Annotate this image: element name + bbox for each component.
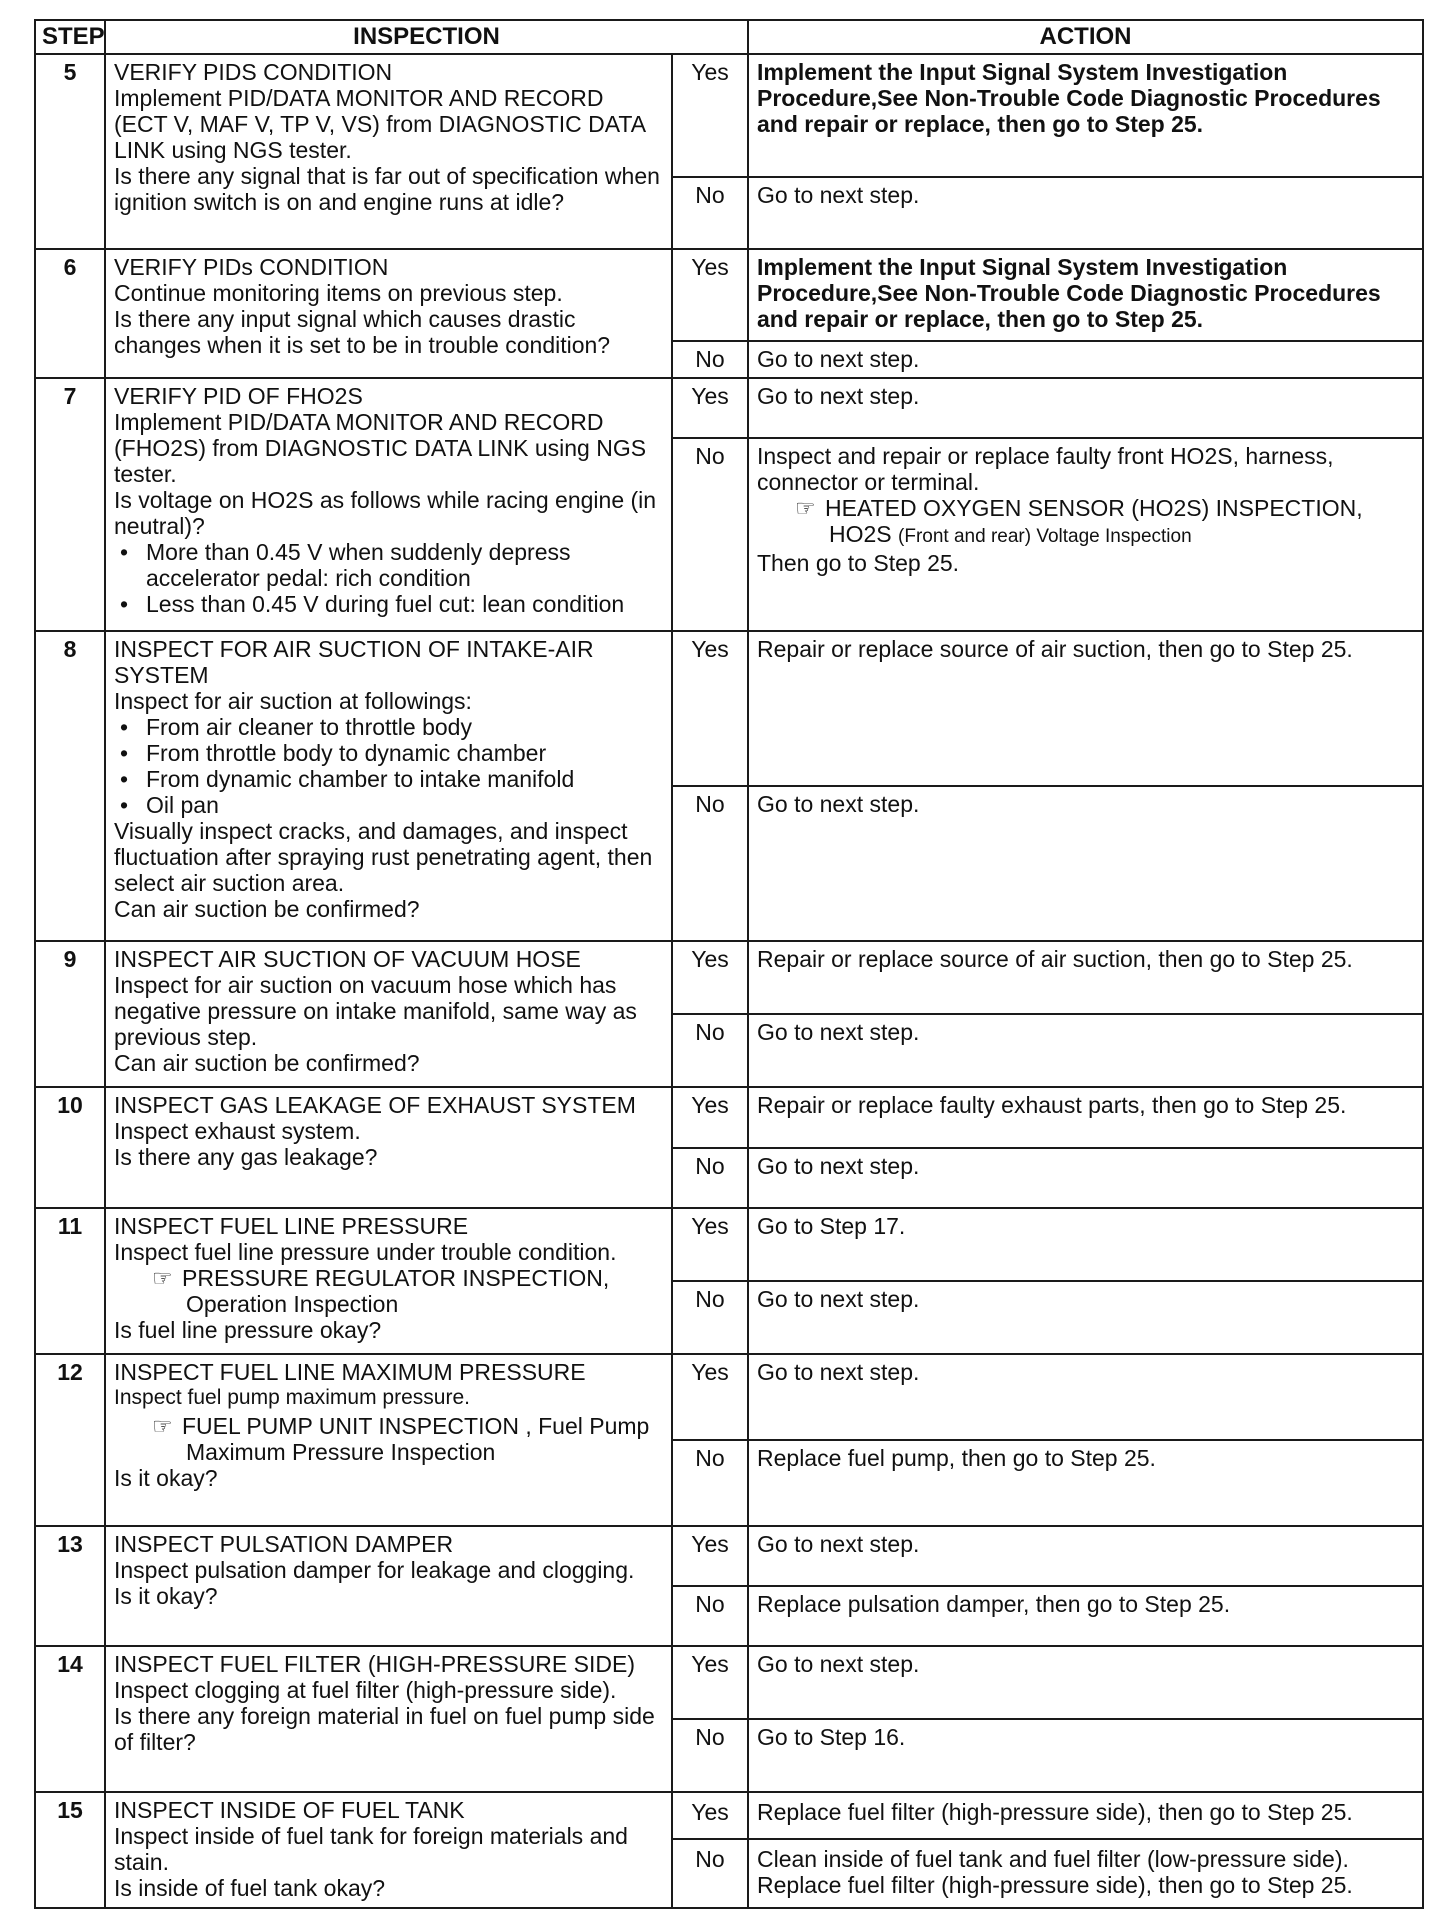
inspection-cell xyxy=(105,1087,672,1208)
inspection-cell xyxy=(105,631,672,940)
yes-label: Yes xyxy=(672,941,748,1014)
header-step: STEP xyxy=(35,20,105,54)
header-inspection: INSPECTION xyxy=(105,20,748,54)
no-action xyxy=(748,1839,1423,1908)
inspection-text: Inspect clogging at fuel filter (high-pressure side). xyxy=(114,1677,617,1704)
step-row-yes xyxy=(35,941,1423,1014)
inspection-title: INSPECT INSIDE OF FUEL TANK xyxy=(114,1797,465,1824)
inspection-title: VERIFY PID OF FHO2S xyxy=(114,382,363,409)
no-label: No xyxy=(672,341,748,378)
inspection-title: INSPECT AIR SUCTION OF VACUUM HOSE xyxy=(114,945,581,972)
no-label: No xyxy=(672,1281,748,1354)
step-number: 13 xyxy=(35,1526,105,1646)
step-number: 5 xyxy=(35,54,105,249)
header-row xyxy=(35,20,1423,54)
step-row-yes xyxy=(35,1526,1423,1586)
reference-pointer-icon: ☞ xyxy=(795,494,816,521)
inspection-title: INSPECT FOR AIR SUCTION OF INTAKE-AIR SYSTEM xyxy=(114,636,594,689)
inspection-cell xyxy=(105,1646,672,1792)
yes-action: Repair or replace source of air suction, then go to Step 25. xyxy=(748,941,1423,1014)
no-label: No xyxy=(672,1719,748,1792)
inspection-question: Can air suction be confirmed? xyxy=(114,1049,420,1076)
no-label: No xyxy=(672,1440,748,1526)
step-number: 9 xyxy=(35,941,105,1087)
no-label: No xyxy=(672,1148,748,1208)
no-label: No xyxy=(672,786,748,941)
inspection-text: Inspect for air suction on vacuum hose which has negative pressure on intake manifold, same way as previous step. xyxy=(114,971,637,1050)
inspection-title: VERIFY PIDS CONDITION xyxy=(114,59,393,85)
no-action: Go to next step. xyxy=(748,341,1423,378)
no-action: Go to next step. xyxy=(748,1281,1423,1354)
inspection-text: Inspect pulsation damper for leakage and clogging. xyxy=(114,1557,635,1584)
no-action xyxy=(748,438,1423,632)
yes-label: Yes xyxy=(672,1792,748,1839)
reference-link[interactable] xyxy=(757,495,1414,550)
reference-link[interactable] xyxy=(114,1413,663,1465)
inspection-cell xyxy=(105,1354,672,1527)
yes-action: Implement the Input Signal System Investigation Procedure,See Non-Trouble Code Diagnostic Procedures and repair or replace, then go to Step 25. xyxy=(748,54,1423,177)
inspection-text: Inspect exhaust system. xyxy=(114,1117,361,1144)
step-row-yes xyxy=(35,54,1423,177)
yes-label: Yes xyxy=(672,1354,748,1440)
step-row-yes xyxy=(35,1087,1423,1148)
header-action: ACTION xyxy=(748,20,1423,54)
yes-action: Go to next step. xyxy=(748,1526,1423,1586)
inspection-question: Is there any gas leakage? xyxy=(114,1143,378,1170)
inspection-text: Implement PID/DATA MONITOR AND RECORD (FHO2S) from DIAGNOSTIC DATA LINK using NGS tester. xyxy=(114,408,647,487)
diagnostic-table xyxy=(34,19,1424,1909)
step-number: 7 xyxy=(35,378,105,632)
no-action: Go to next step. xyxy=(748,1148,1423,1208)
inspection-title: INSPECT GAS LEAKAGE OF EXHAUST SYSTEM xyxy=(114,1091,636,1118)
inspection-title: INSPECT FUEL LINE MAXIMUM PRESSURE xyxy=(114,1358,586,1385)
no-action: Replace fuel pump, then go to Step 25. xyxy=(748,1440,1423,1526)
inspection-question: Is voltage on HO2S as follows while racing engine (in neutral)? xyxy=(114,486,657,539)
reference-pointer-icon: ☞ xyxy=(152,1264,173,1291)
reference-pointer-icon: ☞ xyxy=(152,1412,173,1439)
no-label: No xyxy=(672,1014,748,1087)
bullet-item: • From throttle body to dynamic chamber xyxy=(114,740,663,766)
step-number: 6 xyxy=(35,249,105,378)
yes-action: Go to next step. xyxy=(748,1354,1423,1440)
no-action-then: Then go to Step 25. xyxy=(757,549,960,576)
no-label: No xyxy=(672,438,748,632)
no-action: Go to Step 16. xyxy=(748,1719,1423,1792)
inspection-question: Is inside of fuel tank okay? xyxy=(114,1875,386,1902)
bullet-item: • Oil pan xyxy=(114,792,663,818)
yes-action: Repair or replace source of air suction, then go to Step 25. xyxy=(748,631,1423,785)
yes-action: Go to Step 17. xyxy=(748,1208,1423,1281)
yes-label: Yes xyxy=(672,1646,748,1719)
bullet-item: • From dynamic chamber to intake manifold xyxy=(114,766,663,792)
step-row-yes xyxy=(35,1646,1423,1719)
reference-text: HEATED OXYGEN SENSOR (HO2S) INSPECTION, HO2S xyxy=(825,494,1363,547)
no-action: Go to next step. xyxy=(748,177,1423,249)
inspection-cell xyxy=(105,1526,672,1646)
yes-label: Yes xyxy=(672,1208,748,1281)
step-number: 10 xyxy=(35,1087,105,1208)
yes-label: Yes xyxy=(672,1087,748,1148)
inspection-text: Continue monitoring items on previous step. xyxy=(114,279,563,306)
inspection-text: Inspect fuel pump maximum pressure. xyxy=(114,1385,470,1409)
reference-text: PRESSURE REGULATOR INSPECTION, Operation Inspection xyxy=(182,1264,610,1317)
inspection-cell xyxy=(105,1792,672,1908)
no-label: No xyxy=(672,1586,748,1646)
inspection-question: Is there any signal that is far out of specification when ignition switch is on and engine runs at idle? xyxy=(114,163,660,215)
yes-label: Yes xyxy=(672,249,748,341)
no-action: Go to next step. xyxy=(748,1014,1423,1087)
yes-label: Yes xyxy=(672,54,748,177)
inspection-cell xyxy=(105,54,672,249)
reference-detail: (Front and rear) Voltage Inspection xyxy=(898,525,1192,547)
no-action: Go to next step. xyxy=(748,786,1423,941)
inspection-question: Is it okay? xyxy=(114,1583,218,1610)
inspection-question: Can air suction be confirmed? xyxy=(114,896,420,923)
step-row-yes xyxy=(35,1354,1423,1440)
yes-action: Implement the Input Signal System Investigation Procedure,See Non-Trouble Code Diagnostic Procedures and repair or replace, then go to Step 25. xyxy=(748,249,1423,341)
yes-label: Yes xyxy=(672,378,748,438)
diagnostic-procedure-page xyxy=(34,19,1422,1909)
inspection-text: Inspect fuel line pressure under trouble condition. xyxy=(114,1238,617,1265)
step-row-yes xyxy=(35,249,1423,341)
inspection-title: INSPECT FUEL FILTER (HIGH-PRESSURE SIDE) xyxy=(114,1651,635,1678)
no-label: No xyxy=(672,177,748,249)
step-number: 14 xyxy=(35,1646,105,1792)
no-label: No xyxy=(672,1839,748,1908)
inspection-cell xyxy=(105,378,672,632)
step-number: 8 xyxy=(35,631,105,940)
inspection-text: Visually inspect cracks, and damages, and inspect fluctuation after spraying rust penetrating agent, then select air suction area. xyxy=(114,818,653,897)
bullet-item: • From air cleaner to throttle body xyxy=(114,714,663,740)
inspection-cell xyxy=(105,941,672,1087)
step-row-yes xyxy=(35,631,1423,785)
yes-label: Yes xyxy=(672,1526,748,1586)
step-number: 11 xyxy=(35,1208,105,1354)
bullet-item: • More than 0.45 V when suddenly depress accelerator pedal: rich condition xyxy=(114,539,663,591)
step-number: 15 xyxy=(35,1792,105,1908)
yes-action: Replace fuel filter (high-pressure side), then go to Step 25. xyxy=(748,1792,1423,1839)
inspection-text: Inspect inside of fuel tank for foreign materials and stain. xyxy=(114,1823,628,1876)
step-number: 12 xyxy=(35,1354,105,1527)
no-action-text: Inspect and repair or replace faulty front HO2S, harness, connector or terminal. xyxy=(757,442,1334,495)
inspection-cell xyxy=(105,249,672,378)
yes-action: Go to next step. xyxy=(748,1646,1423,1719)
inspection-question: Is fuel line pressure okay? xyxy=(114,1316,382,1343)
inspection-title: INSPECT PULSATION DAMPER xyxy=(114,1531,454,1558)
reference-text: FUEL PUMP UNIT INSPECTION , Fuel Pump Maximum Pressure Inspection xyxy=(182,1412,650,1465)
step-row-yes xyxy=(35,378,1423,438)
inspection-text: Inspect for air suction at followings: xyxy=(114,688,472,715)
inspection-title: INSPECT FUEL LINE PRESSURE xyxy=(114,1212,469,1239)
inspection-title: VERIFY PIDs CONDITION xyxy=(114,253,389,280)
no-action: Replace pulsation damper, then go to Step 25. xyxy=(748,1586,1423,1646)
step-row-yes xyxy=(35,1792,1423,1839)
reference-link[interactable] xyxy=(114,1265,663,1317)
no-action-text: Clean inside of fuel tank and fuel filter (low-pressure side). xyxy=(757,1845,1349,1872)
yes-label: Yes xyxy=(672,631,748,785)
inspection-cell xyxy=(105,1208,672,1354)
bullet-item: • Less than 0.45 V during fuel cut: lean condition xyxy=(114,591,663,617)
step-row-yes xyxy=(35,1208,1423,1281)
inspection-text: Implement PID/DATA MONITOR AND RECORD (ECT V, MAF V, TP V, VS) from DIAGNOSTIC DATA LINK using NGS tester. xyxy=(114,85,645,163)
inspection-question: Is it okay? xyxy=(114,1464,218,1491)
yes-action: Repair or replace faulty exhaust parts, then go to Step 25. xyxy=(748,1087,1423,1148)
no-action-text-2: Replace fuel filter (high-pressure side), then go to Step 25. xyxy=(757,1871,1353,1898)
yes-action: Go to next step. xyxy=(748,378,1423,438)
inspection-question: Is there any input signal which causes drastic changes when it is set to be in trouble condition? xyxy=(114,305,611,358)
inspection-question: Is there any foreign material in fuel on fuel pump side of filter? xyxy=(114,1703,655,1756)
